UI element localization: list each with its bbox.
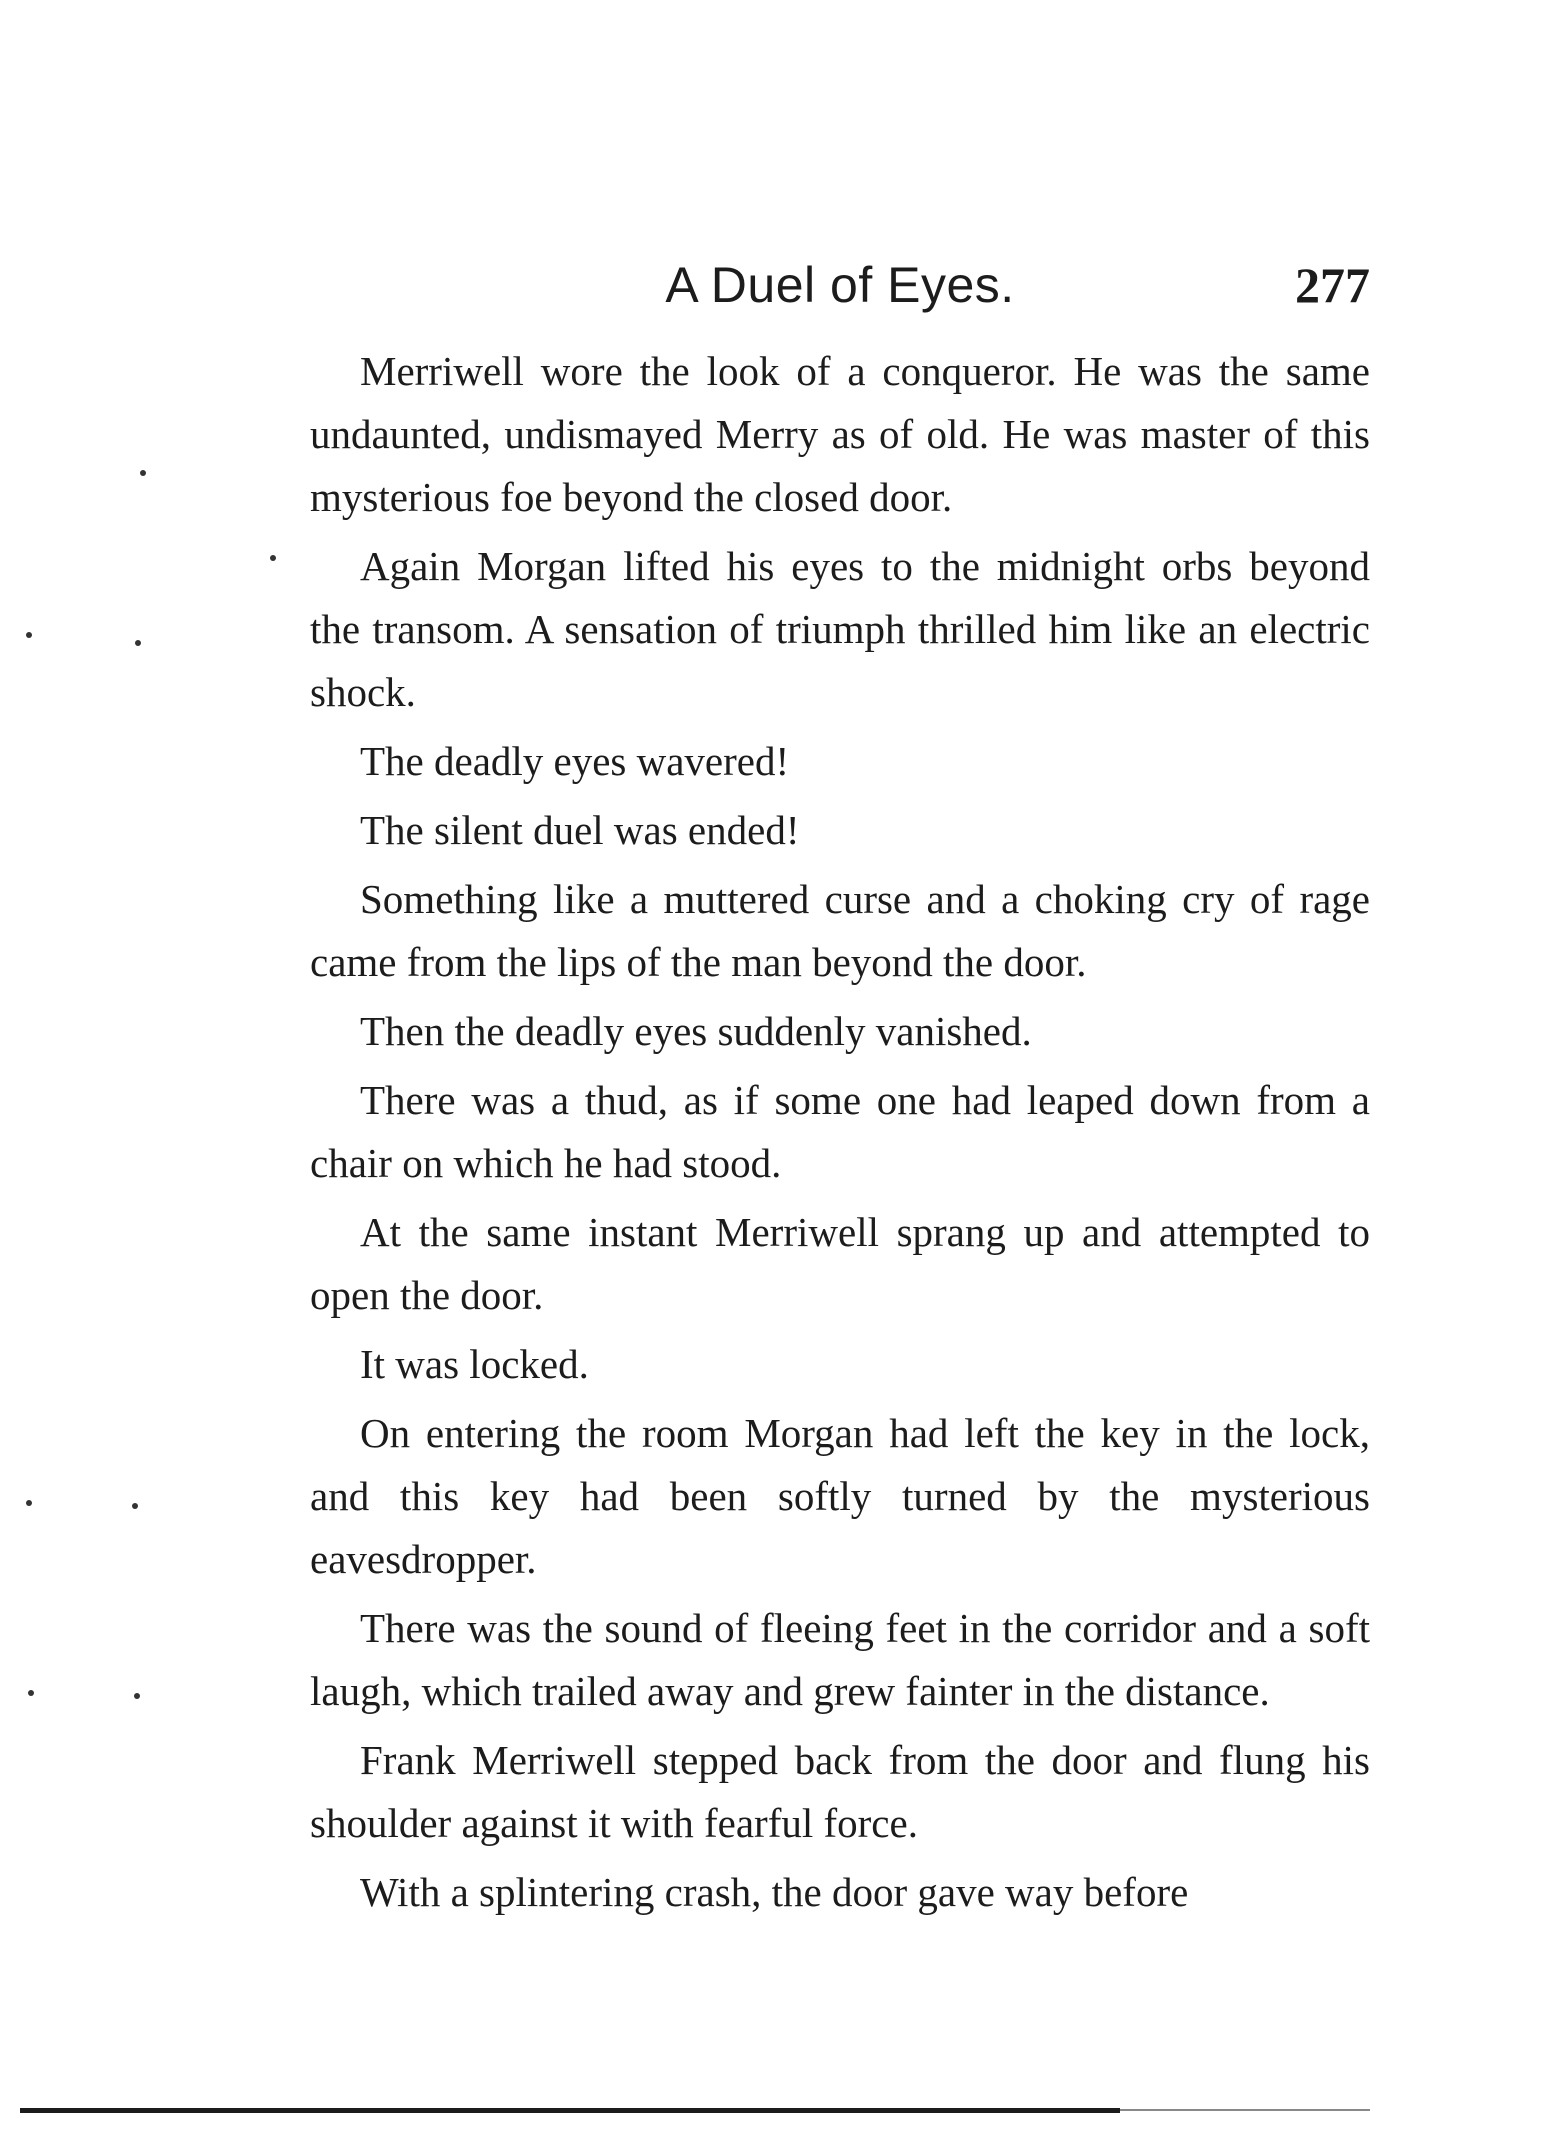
paragraph-1: Merriwell wore the look of a conqueror. He was the same undaunted, undismayed Merry as of old. He was master of this mysterious foe beyond the closed door. [310, 348, 1370, 520]
paragraph-9: It was locked. [360, 1341, 589, 1387]
paragraph-2: Again Morgan lifted his eyes to the midnight orbs beyond the transom. A sensation of triumph thrilled him like an electric shock. [310, 543, 1370, 715]
margin-speck [28, 1690, 34, 1696]
paragraph-7: There was a thud, as if some one had leaped down from a chair on which he had stood. [310, 1077, 1370, 1186]
paragraph-10: On entering the room Morgan had left the key in the lock, and this key had been softly turned by the mysterious eavesdropper. [310, 1410, 1370, 1582]
margin-speck [140, 470, 146, 476]
paragraph-4: The silent duel was ended! [360, 807, 800, 853]
margin-speck [132, 1503, 138, 1509]
margin-speck [134, 1693, 140, 1699]
margin-speck [270, 555, 276, 561]
paragraph-11: There was the sound of fleeing feet in the corridor and a soft laugh, which trailed away and grew fainter in the distance. [310, 1605, 1370, 1714]
body-text [310, 340, 1370, 1930]
paragraph-5: Something like a muttered curse and a choking cry of rage came from the lips of the man beyond the door. [310, 876, 1370, 985]
paragraph-6: Then the deadly eyes suddenly vanished. [360, 1008, 1032, 1054]
chapter-title: A Duel of Eyes. [665, 257, 1015, 313]
page-number: 277 [1295, 257, 1370, 313]
paragraph-12: Frank Merriwell stepped back from the door and flung his shoulder against it with fearful force. [310, 1737, 1370, 1846]
paragraph-13: With a splintering crash, the door gave way before [360, 1869, 1189, 1915]
margin-speck [135, 640, 141, 646]
margin-speck [26, 632, 32, 638]
bottom-rule-faint [1120, 2109, 1370, 2111]
running-head [310, 245, 1370, 325]
margin-speck [26, 1500, 32, 1506]
paragraph-8: At the same instant Merriwell sprang up and attempted to open the door. [310, 1209, 1370, 1318]
bottom-rule [20, 2108, 1120, 2113]
paragraph-3: The deadly eyes wavered! [360, 738, 790, 784]
